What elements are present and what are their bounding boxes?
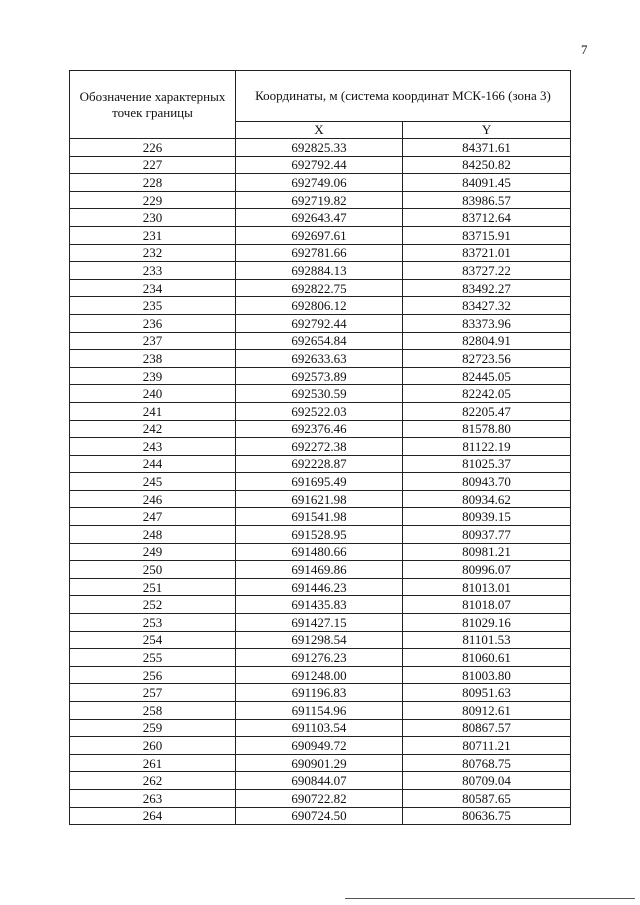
point-number-cell: 227 [70, 156, 236, 174]
y-coordinate-cell: 81025.37 [403, 455, 571, 473]
x-coordinate-cell: 691480.66 [236, 543, 403, 561]
point-number-cell: 248 [70, 526, 236, 544]
x-coordinate-cell: 691541.98 [236, 508, 403, 526]
point-number-cell: 249 [70, 543, 236, 561]
y-coordinate-cell: 80943.70 [403, 473, 571, 491]
point-number-cell: 238 [70, 350, 236, 368]
point-number-cell: 232 [70, 244, 236, 262]
table-row [70, 420, 571, 438]
table-row [70, 719, 571, 737]
y-coordinate-cell: 80981.21 [403, 543, 571, 561]
point-number-cell: 252 [70, 596, 236, 614]
table-row [70, 402, 571, 420]
table-row [70, 350, 571, 368]
point-number-cell: 258 [70, 702, 236, 720]
point-number-cell: 246 [70, 490, 236, 508]
table-row [70, 314, 571, 332]
y-coordinate-cell: 82205.47 [403, 402, 571, 420]
table-row [70, 666, 571, 684]
table-row [70, 332, 571, 350]
table-row [70, 139, 571, 157]
x-coordinate-cell: 692228.87 [236, 455, 403, 473]
x-coordinate-cell: 692884.13 [236, 262, 403, 280]
x-coordinate-cell: 692376.46 [236, 420, 403, 438]
point-number-cell: 241 [70, 402, 236, 420]
point-number-cell: 244 [70, 455, 236, 473]
table-row [70, 702, 571, 720]
y-coordinate-cell: 80937.77 [403, 526, 571, 544]
point-number-cell: 264 [70, 807, 236, 825]
point-number-cell: 261 [70, 754, 236, 772]
point-number-cell: 245 [70, 473, 236, 491]
x-coordinate-cell: 691103.54 [236, 719, 403, 737]
x-coordinate-cell: 692825.33 [236, 139, 403, 157]
header-x: X [236, 122, 403, 139]
y-coordinate-cell: 81122.19 [403, 438, 571, 456]
table-row [70, 526, 571, 544]
x-coordinate-cell: 690722.82 [236, 789, 403, 807]
table-row [70, 297, 571, 315]
table-row [70, 684, 571, 702]
x-coordinate-cell: 691276.23 [236, 649, 403, 667]
x-coordinate-cell: 692697.61 [236, 226, 403, 244]
y-coordinate-cell: 80939.15 [403, 508, 571, 526]
point-number-cell: 229 [70, 191, 236, 209]
header-boundary-points: Обозначение характерных точек границы [70, 71, 236, 139]
y-coordinate-cell: 83721.01 [403, 244, 571, 262]
table-row [70, 156, 571, 174]
y-coordinate-cell: 81060.61 [403, 649, 571, 667]
x-coordinate-cell: 691469.86 [236, 561, 403, 579]
x-coordinate-cell: 691248.00 [236, 666, 403, 684]
table-row [70, 473, 571, 491]
point-number-cell: 233 [70, 262, 236, 280]
table-row [70, 561, 571, 579]
point-number-cell: 263 [70, 789, 236, 807]
x-coordinate-cell: 691695.49 [236, 473, 403, 491]
y-coordinate-cell: 82242.05 [403, 385, 571, 403]
x-coordinate-cell: 691154.96 [236, 702, 403, 720]
x-coordinate-cell: 692822.75 [236, 279, 403, 297]
table-row [70, 438, 571, 456]
point-number-cell: 250 [70, 561, 236, 579]
y-coordinate-cell: 81003.80 [403, 666, 571, 684]
coordinates-table [69, 70, 571, 825]
y-coordinate-cell: 82804.91 [403, 332, 571, 350]
point-number-cell: 257 [70, 684, 236, 702]
x-coordinate-cell: 692749.06 [236, 174, 403, 192]
point-number-cell: 254 [70, 631, 236, 649]
y-coordinate-cell: 80768.75 [403, 754, 571, 772]
table-row [70, 649, 571, 667]
point-number-cell: 243 [70, 438, 236, 456]
x-coordinate-cell: 690844.07 [236, 772, 403, 790]
x-coordinate-cell: 692272.38 [236, 438, 403, 456]
point-number-cell: 256 [70, 666, 236, 684]
x-coordinate-cell: 692719.82 [236, 191, 403, 209]
table-row [70, 596, 571, 614]
y-coordinate-cell: 80711.21 [403, 737, 571, 755]
point-number-cell: 242 [70, 420, 236, 438]
x-coordinate-cell: 691528.95 [236, 526, 403, 544]
y-coordinate-cell: 81578.80 [403, 420, 571, 438]
y-coordinate-cell: 84371.61 [403, 139, 571, 157]
x-coordinate-cell: 691298.54 [236, 631, 403, 649]
point-number-cell: 255 [70, 649, 236, 667]
table-row [70, 385, 571, 403]
x-coordinate-cell: 690949.72 [236, 737, 403, 755]
point-number-cell: 251 [70, 578, 236, 596]
x-coordinate-cell: 692792.44 [236, 314, 403, 332]
x-coordinate-cell: 692806.12 [236, 297, 403, 315]
y-coordinate-cell: 80996.07 [403, 561, 571, 579]
table-row [70, 262, 571, 280]
point-number-cell: 240 [70, 385, 236, 403]
x-coordinate-cell: 692781.66 [236, 244, 403, 262]
point-number-cell: 237 [70, 332, 236, 350]
point-number-cell: 228 [70, 174, 236, 192]
point-number-cell: 259 [70, 719, 236, 737]
x-coordinate-cell: 692573.89 [236, 367, 403, 385]
y-coordinate-cell: 81029.16 [403, 614, 571, 632]
y-coordinate-cell: 84091.45 [403, 174, 571, 192]
table-row [70, 367, 571, 385]
x-coordinate-cell: 691427.15 [236, 614, 403, 632]
table-row [70, 578, 571, 596]
table-row [70, 614, 571, 632]
table-row [70, 772, 571, 790]
point-number-cell: 239 [70, 367, 236, 385]
table-row [70, 789, 571, 807]
table-row [70, 191, 571, 209]
table-body [70, 139, 571, 825]
page-number: 7 [581, 42, 588, 57]
table-row [70, 508, 571, 526]
x-coordinate-cell: 690901.29 [236, 754, 403, 772]
x-coordinate-cell: 692654.84 [236, 332, 403, 350]
point-number-cell: 262 [70, 772, 236, 790]
y-coordinate-cell: 80636.75 [403, 807, 571, 825]
header-y: Y [403, 122, 571, 139]
point-number-cell: 234 [70, 279, 236, 297]
y-coordinate-cell: 80934.62 [403, 490, 571, 508]
y-coordinate-cell: 80709.04 [403, 772, 571, 790]
table-row [70, 543, 571, 561]
point-number-cell: 231 [70, 226, 236, 244]
table-row [70, 490, 571, 508]
table-row [70, 209, 571, 227]
y-coordinate-cell: 80912.61 [403, 702, 571, 720]
point-number-cell: 260 [70, 737, 236, 755]
point-number-cell: 236 [70, 314, 236, 332]
x-coordinate-cell: 692522.03 [236, 402, 403, 420]
table-row [70, 226, 571, 244]
point-number-cell: 230 [70, 209, 236, 227]
y-coordinate-cell: 82723.56 [403, 350, 571, 368]
point-number-cell: 253 [70, 614, 236, 632]
y-coordinate-cell: 82445.05 [403, 367, 571, 385]
y-coordinate-cell: 80587.65 [403, 789, 571, 807]
table-row [70, 455, 571, 473]
x-coordinate-cell: 691446.23 [236, 578, 403, 596]
y-coordinate-cell: 83712.64 [403, 209, 571, 227]
table-row [70, 174, 571, 192]
y-coordinate-cell: 83492.27 [403, 279, 571, 297]
x-coordinate-cell: 692530.59 [236, 385, 403, 403]
y-coordinate-cell: 80951.63 [403, 684, 571, 702]
y-coordinate-cell: 84250.82 [403, 156, 571, 174]
table-row [70, 807, 571, 825]
point-number-cell: 226 [70, 139, 236, 157]
x-coordinate-cell: 692792.44 [236, 156, 403, 174]
point-number-cell: 235 [70, 297, 236, 315]
x-coordinate-cell: 691196.83 [236, 684, 403, 702]
table-row [70, 631, 571, 649]
scan-edge-line [345, 898, 635, 899]
y-coordinate-cell: 83715.91 [403, 226, 571, 244]
x-coordinate-cell: 692643.47 [236, 209, 403, 227]
y-coordinate-cell: 83727.22 [403, 262, 571, 280]
y-coordinate-cell: 81013.01 [403, 578, 571, 596]
table-row [70, 737, 571, 755]
table-row [70, 754, 571, 772]
table-row [70, 244, 571, 262]
x-coordinate-cell: 692633.63 [236, 350, 403, 368]
x-coordinate-cell: 691621.98 [236, 490, 403, 508]
y-coordinate-cell: 80867.57 [403, 719, 571, 737]
point-number-cell: 247 [70, 508, 236, 526]
x-coordinate-cell: 690724.50 [236, 807, 403, 825]
y-coordinate-cell: 83427.32 [403, 297, 571, 315]
header-coordinates: Координаты, м (система координат МСК-166 (зона 3) [236, 71, 571, 122]
y-coordinate-cell: 81101.53 [403, 631, 571, 649]
y-coordinate-cell: 81018.07 [403, 596, 571, 614]
table-row [70, 279, 571, 297]
y-coordinate-cell: 83986.57 [403, 191, 571, 209]
x-coordinate-cell: 691435.83 [236, 596, 403, 614]
y-coordinate-cell: 83373.96 [403, 314, 571, 332]
